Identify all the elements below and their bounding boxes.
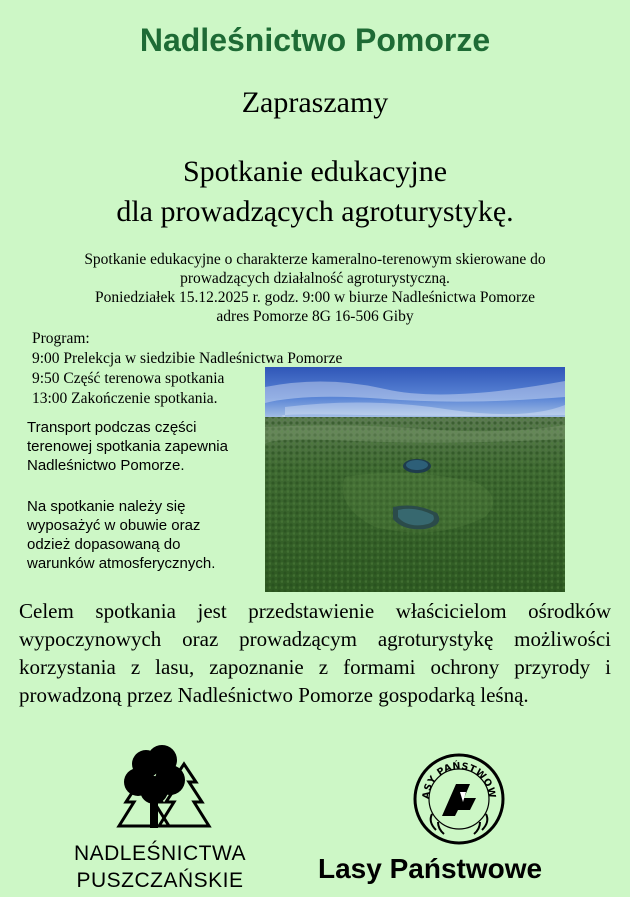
program-item: 9:50 Część terenowa spotkania (32, 370, 225, 387)
forest-aerial-photo (265, 367, 565, 592)
transport-note (27, 418, 228, 475)
emblem-ring-text: ASY PAŃSTWOW (420, 760, 498, 800)
nadlesnictwa-puszczanskie-text (30, 840, 290, 894)
info-line: prowadzących działalność agroturystyczną. (180, 270, 450, 287)
event-heading (0, 152, 630, 232)
info-line: adres Pomorze 8G 16-506 Giby (216, 308, 414, 325)
purpose-line: prowadzoną przez Nadleśnictwo Pomorze gospodarką leśną. (19, 683, 529, 707)
transport-line: terenowej spotkania zapewnia (27, 438, 228, 455)
lasy-panstwowe-label: Lasy Państwowe (318, 853, 543, 884)
equipment-note (27, 497, 215, 573)
info-line: Spotkanie edukacyjne o charakterze kameralno-terenowym skierowane do (84, 251, 546, 268)
program-label: Program: (32, 330, 90, 347)
purpose-paragraph (19, 597, 611, 709)
event-heading-line: Spotkanie edukacyjne (182, 155, 448, 188)
transport-line: Transport podczas części (27, 419, 197, 436)
invite-heading: Zapraszamy (241, 86, 389, 119)
purpose-line: wypoczynowych oraz prowadzącym agroturystykę możliwości (19, 627, 611, 651)
purpose-line: korzystania z lasu, zapoznanie z formami ochrony przyrody i (19, 655, 611, 679)
equipment-line: Na spotkanie należy się (27, 498, 186, 515)
logo-left-line: PUSZCZAŃSKIE (76, 869, 244, 892)
program-item: 9:00 Prelekcja w siedzibie Nadleśnictwa Pomorze (32, 350, 343, 367)
page-title: Nadleśnictwo Pomorze (139, 22, 491, 58)
info-line: Poniedziałek 15.12.2025 r. godz. 9:00 w biurze Nadleśnictwa Pomorze (95, 289, 535, 306)
program-item: 13:00 Zakończenie spotkania. (32, 390, 218, 407)
purpose-line: Celem spotkania jest przedstawienie właścicielom ośrodków (19, 599, 611, 623)
event-info (0, 250, 630, 326)
transport-line: Nadleśnictwo Pomorze. (27, 457, 185, 474)
lasy-panstwowe-emblem (412, 752, 506, 846)
event-heading-line: dla prowadzących agroturystykę. (116, 195, 514, 228)
logo-left-line: NADLEŚNICTWA (73, 842, 247, 865)
nadlesnictwa-puszczanskie-logo (104, 744, 214, 836)
equipment-line: warunków atmosferycznych. (27, 555, 216, 572)
equipment-line: wyposażyć w obuwie oraz (27, 517, 201, 534)
equipment-line: odzież dopasowaną do (27, 536, 181, 553)
